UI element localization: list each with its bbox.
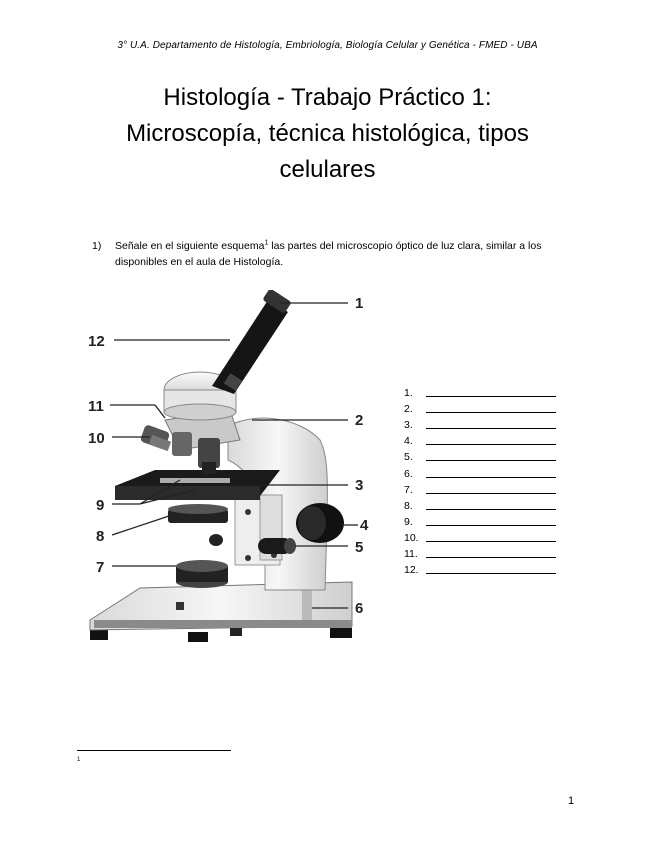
answer-row bbox=[404, 496, 556, 512]
callout-9: 9 bbox=[96, 497, 105, 514]
answer-number: 5. bbox=[404, 451, 413, 464]
microscope-illustration bbox=[80, 290, 380, 670]
answer-number: 4. bbox=[404, 435, 413, 448]
callout-6: 6 bbox=[355, 600, 364, 617]
answer-number: 12. bbox=[404, 564, 419, 577]
answer-row bbox=[404, 544, 556, 560]
answer-blank[interactable] bbox=[426, 444, 556, 445]
answer-blank[interactable] bbox=[426, 557, 556, 558]
question-1 bbox=[92, 238, 592, 270]
answer-number: 2. bbox=[404, 403, 413, 416]
answer-blank[interactable] bbox=[426, 412, 556, 413]
answer-row bbox=[404, 399, 556, 415]
answer-blank[interactable] bbox=[426, 573, 556, 574]
callout-11: 11 bbox=[88, 398, 104, 415]
answer-row bbox=[404, 431, 556, 447]
answer-number: 8. bbox=[404, 499, 413, 512]
answer-blank[interactable] bbox=[426, 460, 556, 461]
answer-number: 11. bbox=[404, 548, 418, 561]
running-header: 3° U.A. Departamento de Histología, Embriología, Biología Celular y Genética - FMED - UBA bbox=[117, 40, 538, 51]
title-line-2: Microscopía, técnica histológica, tipos bbox=[126, 120, 529, 147]
answer-number: 10. bbox=[404, 531, 419, 544]
title-line-3: celulares bbox=[279, 156, 376, 183]
question-text-start: Señale en el siguiente esquema bbox=[115, 240, 265, 252]
answer-row bbox=[404, 480, 556, 496]
answer-row bbox=[404, 560, 556, 576]
answer-number: 6. bbox=[404, 467, 413, 480]
answer-number: 1. bbox=[404, 387, 413, 400]
answer-blank[interactable] bbox=[426, 525, 556, 526]
answer-blank[interactable] bbox=[426, 396, 556, 397]
answer-list bbox=[404, 383, 556, 576]
answer-row bbox=[404, 528, 556, 544]
answer-blank[interactable] bbox=[426, 477, 556, 478]
answer-row bbox=[404, 447, 556, 463]
page-title bbox=[60, 80, 595, 188]
callout-4: 4 bbox=[360, 517, 369, 534]
callout-12: 12 bbox=[88, 333, 105, 350]
eyepiece-tube bbox=[212, 290, 292, 394]
answer-number: 9. bbox=[404, 515, 413, 528]
answer-blank[interactable] bbox=[426, 428, 556, 429]
callout-3: 3 bbox=[355, 477, 364, 494]
answer-row bbox=[404, 383, 556, 399]
base-shape bbox=[90, 582, 352, 642]
callout-7: 7 bbox=[96, 559, 105, 576]
callout-8: 8 bbox=[96, 528, 105, 545]
footnote-reference: 1 bbox=[264, 239, 269, 247]
callout-10: 10 bbox=[88, 430, 105, 447]
footnote-mark: 1 bbox=[77, 757, 81, 763]
answer-number: 3. bbox=[404, 419, 413, 432]
question-number: 1) bbox=[92, 240, 102, 252]
page-number: 1 bbox=[568, 795, 575, 807]
answer-blank[interactable] bbox=[426, 541, 556, 542]
question-text bbox=[115, 238, 592, 270]
answer-blank[interactable] bbox=[426, 493, 556, 494]
callout-5: 5 bbox=[355, 539, 364, 556]
answer-row bbox=[404, 512, 556, 528]
answer-number: 7. bbox=[404, 483, 413, 496]
footnote-separator bbox=[77, 750, 231, 751]
callout-1: 1 bbox=[355, 295, 364, 312]
answer-row bbox=[404, 463, 556, 479]
answer-row bbox=[404, 415, 556, 431]
lamp-shape bbox=[176, 560, 228, 588]
answer-blank[interactable] bbox=[426, 509, 556, 510]
question-text-end: las partes del microscopio óptico de luz clara, similar a los disponibles en el aula de Histología. bbox=[115, 240, 542, 268]
callout-2: 2 bbox=[355, 412, 364, 429]
title-line-1: Histología - Trabajo Práctico 1: bbox=[163, 84, 492, 111]
microscope-diagram bbox=[80, 290, 380, 670]
